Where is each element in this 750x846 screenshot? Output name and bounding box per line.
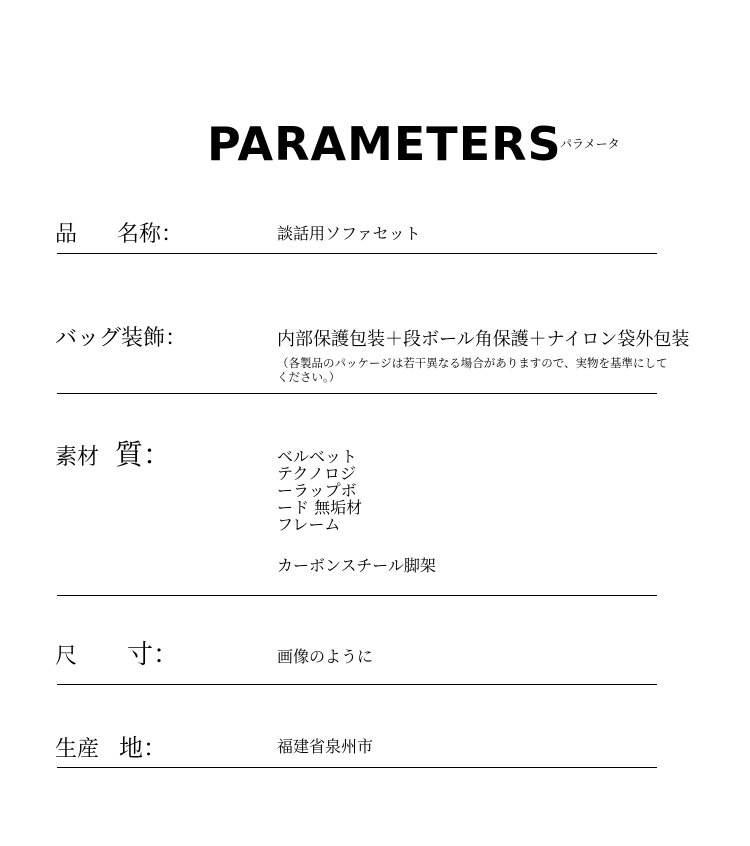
- material-label-b: 質：: [115, 438, 172, 471]
- packaging-note: （各製品のパッケージは若干異なる場合がありますので、実物を基準にしてください。）: [277, 356, 668, 384]
- material-item: ーラップボ: [277, 481, 357, 500]
- material-list: [277, 448, 362, 533]
- material-item: ード 無垢材: [277, 498, 363, 517]
- packaging-label: [55, 325, 187, 353]
- divider-origin: [57, 767, 657, 768]
- material-item: ベルベット: [277, 447, 358, 466]
- material-extra: カーボンスチール脚架: [277, 556, 436, 575]
- name-value: 談話用ソファセット: [277, 224, 421, 243]
- material-label-a: 素材: [55, 445, 100, 470]
- material-item: フレーム: [277, 515, 341, 534]
- page-subtitle: パラメータ: [560, 137, 620, 151]
- name-label-a: 品: [55, 222, 78, 247]
- packaging-label-b: 装飾：: [121, 326, 188, 351]
- material-item: テクノロジ: [277, 464, 357, 483]
- divider-name: [57, 253, 657, 254]
- size-label-b: 寸：: [127, 640, 180, 670]
- origin-label-a: 生産: [55, 737, 100, 762]
- size-label: [55, 641, 179, 671]
- name-label: [55, 221, 183, 249]
- material-label: [55, 438, 172, 472]
- origin-value: 福建省泉州市: [277, 737, 374, 756]
- divider-packaging: [57, 393, 657, 394]
- packaging-value: 内部保護包装＋段ボール角保護＋ナイロン袋外包装: [277, 329, 690, 350]
- name-label-b: 名称：: [117, 222, 184, 247]
- origin-label-b: 地：: [119, 734, 168, 762]
- packaging-label-a: バッグ: [55, 326, 122, 351]
- divider-size: [57, 684, 657, 685]
- divider-material: [57, 595, 657, 596]
- page-title: PARAMETERS: [207, 117, 562, 171]
- size-label-a: 尺: [55, 644, 78, 669]
- size-value: 画像のように: [277, 647, 374, 666]
- origin-label: [55, 734, 167, 764]
